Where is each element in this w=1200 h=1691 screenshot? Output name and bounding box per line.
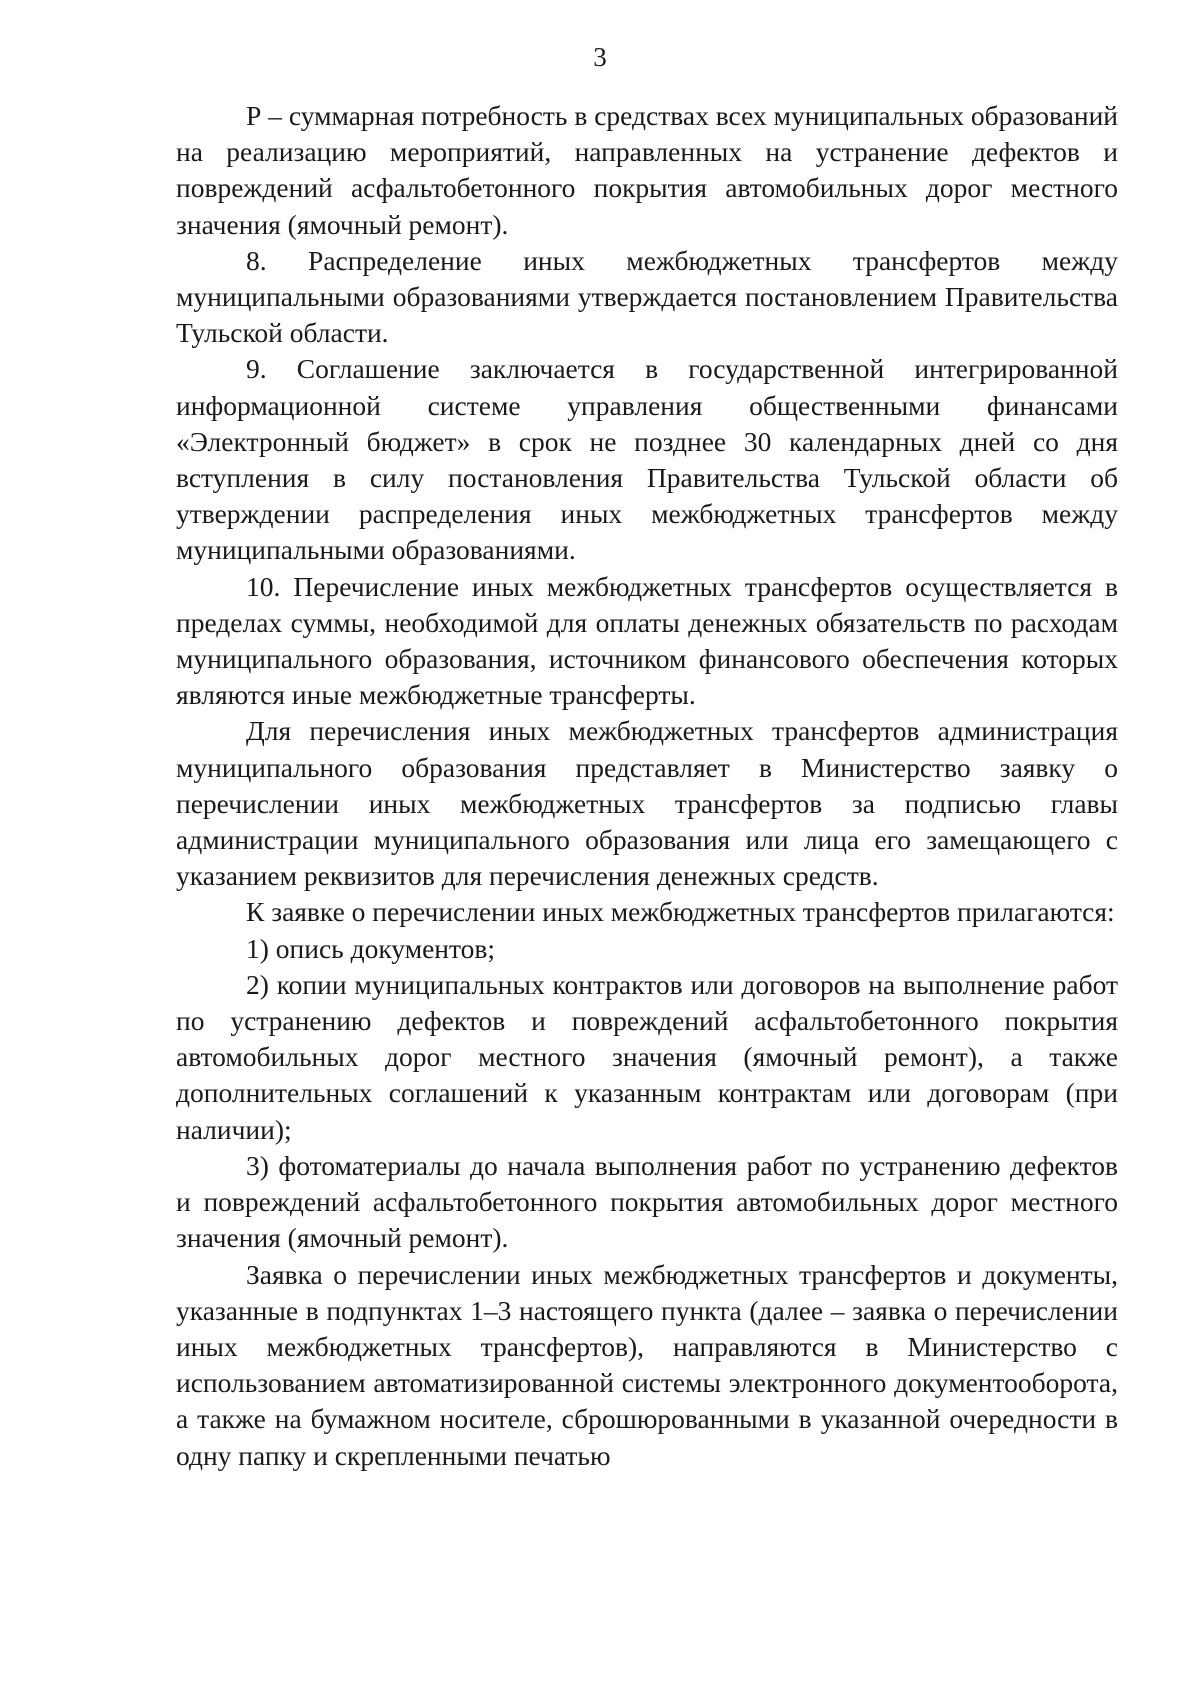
paragraph-submission: Заявка о перечислении иных межбюджетных трансфертов и документы, указанные в подпунктах 1–3 настоящего пункта (далее – заявка о перечислении иных межбюджетных трансфертов), направляются в Министерство с использованием автоматизированной системы электронного документооборота, а также на бумажном носителе, сброшюрованными в указанной очередности в одну папку и скрепленными печатью xyxy=(176,1258,1118,1471)
paragraph-application: Для перечисления иных межбюджетных трансфертов администрация муниципального образования представляет в Министерство заявку о перечислении иных межбюджетных трансфертов за подписью главы администрации муниципального образования или лица его замещающего с указанием реквизитов для перечисления денежных средств. xyxy=(176,715,1118,892)
paragraph-attachment-2: 2) копии муниципальных контрактов или договоров на выполнение работ по устранению дефектов и повреждений асфальтобетонного покрытия автомобильных дорог местного значения (ямочный ремонт), а также дополнительных соглашений к указанным контрактам или договорам (при наличии); xyxy=(176,968,1118,1145)
paragraph-item-10: 10. Перечисление иных межбюджетных трансфертов осуществляется в пределах суммы, необходимой для оплаты денежных обязательств по расходам муниципального образования, источником финансового обеспечения которых являются иные межбюджетные трансферты. xyxy=(176,570,1118,711)
document-body xyxy=(176,98,1118,1474)
paragraph-attachments-intro: К заявке о перечислении иных межбюджетных трансфертов прилагаются: xyxy=(246,896,1115,928)
paragraph-attachment-1: 1) опись документов; xyxy=(246,932,496,964)
page-number: 3 xyxy=(593,42,607,72)
paragraph-item-8: 8. Распределение иных межбюджетных трансфертов между муниципальными образованиями утверждается постановлением Правительства Тульской области. xyxy=(176,244,1118,349)
paragraph-p-definition: Р – суммарная потребность в средствах всех муниципальных образований на реализацию мероприятий, направленных на устранение дефектов и повреждений асфальтобетонного покрытия автомобильных дорог местного значения (ямочный ремонт). xyxy=(176,100,1118,240)
paragraph-item-9: 9. Соглашение заключается в государственной интегрированной информационной системе управления общественными финансами «Электронный бюджет» в срок не позднее 30 календарных дней со дня вступления в силу постановления Правительства Тульской области об утверждении распределения иных межбюджетных трансфертов между муниципальными образованиями. xyxy=(176,353,1118,566)
paragraph-attachment-3: 3) фотоматериалы до начала выполнения работ по устранению дефектов и повреждений асфальтобетонного покрытия автомобильных дорог местного значения (ямочный ремонт). xyxy=(176,1149,1118,1254)
